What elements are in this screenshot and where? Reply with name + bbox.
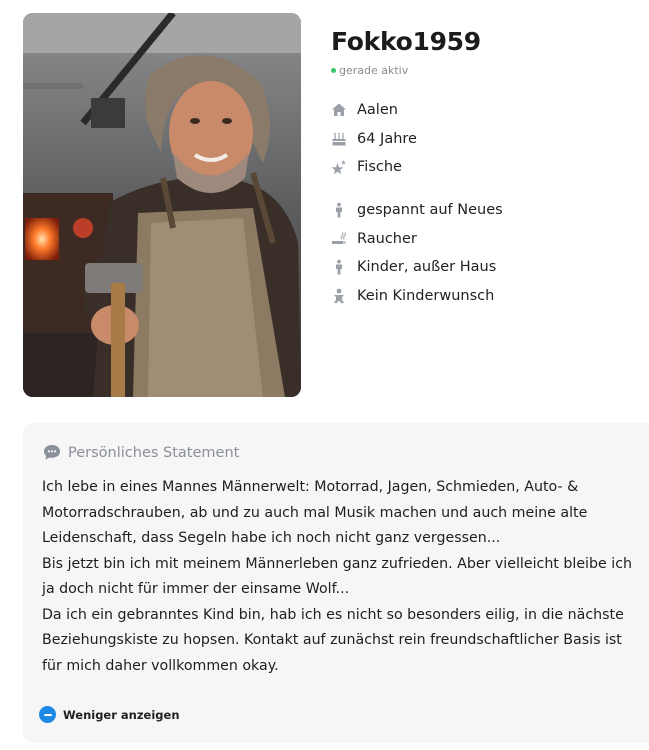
show-less-button[interactable] bbox=[39, 706, 180, 723]
minus-circle-icon bbox=[39, 706, 56, 723]
age-label: 64 Jahre bbox=[357, 130, 417, 147]
statement-text: Ich lebe in eines Mannes Männerwelt: Motorrad, Jagen, Schmieden, Auto- & Motorradschrauben, ab und zu auch mal Musik machen und auch meine alte Leidenschaft, dass Segeln habe ich noch nicht ganz vergessen... Bis jetzt bin ich mit meinem Männerleben ganz zufrieden. Aber vielleicht bleibe ich ja doch nicht für immer der einsame Wolf... Da ich ein gebranntes Kind bin, hab ich es nicht so besonders eilig, in die nächste Beziehungskiste zu hopsen. Kontakt auf zunächst rein freundschaftlicher Basis ist für mich daher vollkommen okay. bbox=[42, 479, 632, 674]
online-status-label: gerade aktiv bbox=[339, 64, 409, 77]
zodiac-star-icon bbox=[330, 158, 348, 176]
person-icon bbox=[330, 201, 348, 219]
children-item bbox=[330, 253, 503, 282]
basic-info-list bbox=[330, 96, 417, 182]
location-label: Aalen bbox=[357, 102, 398, 119]
online-status bbox=[331, 64, 408, 77]
cigarette-icon bbox=[330, 230, 348, 248]
zodiac-item bbox=[330, 153, 417, 182]
smoker-item bbox=[330, 225, 503, 254]
statement-heading-label: Persönliches Statement bbox=[68, 444, 240, 461]
family-plans-label: Kein Kinderwunsch bbox=[357, 287, 495, 304]
lifestyle-info-list bbox=[330, 196, 503, 310]
profile-photo[interactable] bbox=[23, 13, 301, 397]
location-item bbox=[330, 96, 417, 125]
username: Fokko1959 bbox=[331, 27, 481, 56]
baby-icon bbox=[330, 287, 348, 305]
statement-heading bbox=[43, 444, 239, 461]
age-item bbox=[330, 125, 417, 154]
birthday-cake-icon bbox=[330, 130, 348, 148]
smoker-label: Raucher bbox=[357, 230, 417, 247]
zodiac-label: Fische bbox=[357, 159, 402, 176]
attitude-item bbox=[330, 196, 503, 225]
home-icon bbox=[330, 101, 348, 119]
personal-statement-card bbox=[23, 423, 649, 743]
speech-bubble-icon bbox=[43, 444, 61, 461]
children-label: Kinder, außer Haus bbox=[357, 259, 497, 276]
family-plans-item bbox=[330, 282, 503, 311]
show-less-label: Weniger anzeigen bbox=[63, 707, 180, 722]
person-icon bbox=[330, 258, 348, 276]
online-dot-icon bbox=[331, 68, 336, 73]
profile-photo-image bbox=[23, 13, 301, 397]
attitude-label: gespannt auf Neues bbox=[357, 202, 503, 219]
